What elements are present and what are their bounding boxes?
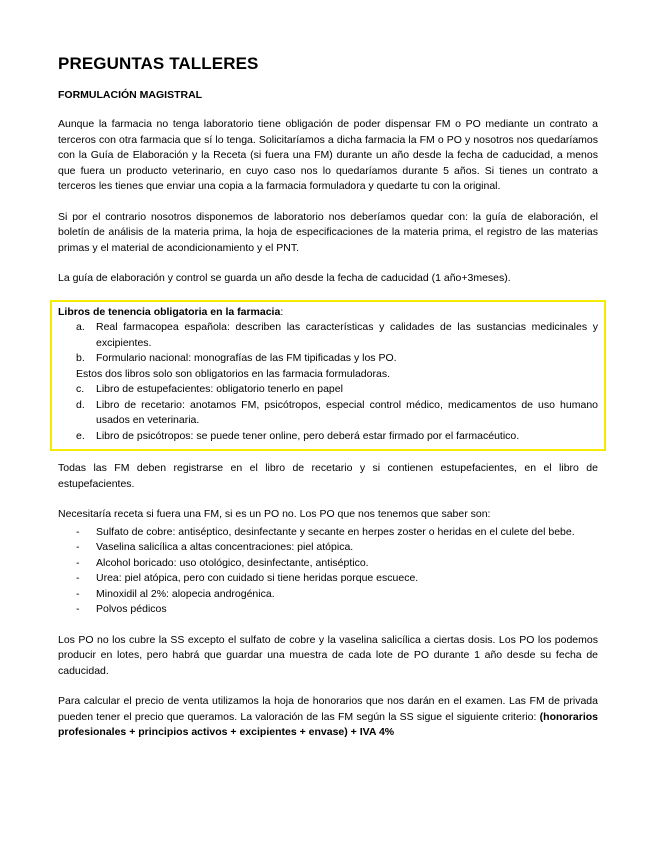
section-heading: FORMULACIÓN MAGISTRAL: [58, 89, 203, 101]
book-item-e: e. Libro de psicótropos: se puede tener online, pero deberá estar firmado por el farmacéutico.: [76, 429, 520, 442]
paragraph-pricing: Para calcular el precio de venta utilizamos la hoja de honorarios que nos darán en el examen. Las FM de privada pueden tener el precio que queramos. La valoración de las FM según la SS sigue el siguiente criterio: (honorarios profesionales + principios activos + excipientes + envase) + IVA 4%: [58, 695, 598, 738]
books-box-title: Libros de tenencia obligatoria en la farmacia:: [58, 305, 284, 318]
list-item: - Vaselina salicílica a altas concentraciones: piel atópica.: [76, 541, 354, 553]
list-item: - Sulfato de cobre: antiséptico, desinfectante y secante en herpes zoster o heridas en el culete del bebe.: [76, 525, 575, 538]
book-item-c: c. Libro de estupefacientes: obligatorio tenerlo en papel: [76, 383, 343, 395]
list-item: - Urea: piel atópica, pero con cuidado si tiene heridas porque escuece.: [76, 572, 419, 584]
po-list: [58, 525, 598, 618]
paragraph-prescription: Necesitaría receta si fuera una FM, si es un PO no. Los PO que nos tenemos que saber son:: [58, 508, 491, 520]
list-item: - Alcohol boricado: uso otológico, desinfectante, antiséptico.: [76, 556, 369, 569]
paragraph-external-contract: Aunque la farmacia no tenga laboratorio tiene obligación de poder dispensar FM o PO mediante un contrato a terceros con otra farmacia que sí lo tenga. Solicitaríamos a dicha farmacia la FM o PO y nosotros nos quedaríamos con la Guía de Elaboración y la Receta (si fuera una FM) durante un año desde la fecha de caducidad, a menos que fuera un producto veterinario, en cuyo caso nos lo quedaríamos durante 5 años. Si tienes un contrato a terceros les tienes que enviar una copia a la farmacia formuladora y quedarte tu con la original.: [58, 118, 598, 192]
pricing-formula: (honorarios profesionales + principios activos + excipientes + envase) + IVA 4%: [58, 710, 598, 738]
book-item-b: b. Formulario nacional: monografías de las FM tipificadas y los PO.: [76, 352, 397, 364]
document-title: PREGUNTAS TALLERES: [58, 54, 259, 73]
paragraph-own-laboratory: Si por el contrario nosotros disponemos de laboratorio nos deberíamos quedar con: la guía de elaboración, el boletín de análisis de la materia prima, la hoja de especificaciones de la materia prima, el registro de las materias primas y el material de acondicionamiento y el PNT.: [58, 210, 598, 254]
paragraph-fm-registration: Todas las FM deben registrarse en el libro de recetario y si contienen estupefacientes, en el libro de estupefacientes.: [58, 462, 598, 490]
paragraph-po-coverage: Los PO no los cubre la SS excepto el sulfato de cobre y la vaselina salicílica a ciertas dosis. Los PO los podemos producir en lotes, pero habrá que guardar una muestra de cada lote de PO durante 1 año desde su fecha de caducidad.: [58, 633, 598, 677]
book-item-a: a. Real farmacopea española: describen las características y calidades de las sustancias medicinales y excipientes.: [76, 321, 598, 349]
document-page: [58, 54, 598, 756]
list-item: - Polvos pédicos: [76, 603, 167, 615]
list-item: - Minoxidil al 2%: alopecia androgénica.: [76, 587, 275, 600]
paragraph-guide-retention: La guía de elaboración y control se guarda un año desde la fecha de caducidad (1 año+3meses).: [58, 272, 511, 284]
highlighted-books-box: [50, 300, 606, 452]
book-item-d: d. Libro de recetario: anotamos FM, psicótropos, especial control médico, medicamentos de uso humano usados en veterinaria.: [76, 398, 598, 426]
books-note: Estos dos libros solo son obligatorios en las farmacia formuladoras.: [76, 367, 390, 380]
